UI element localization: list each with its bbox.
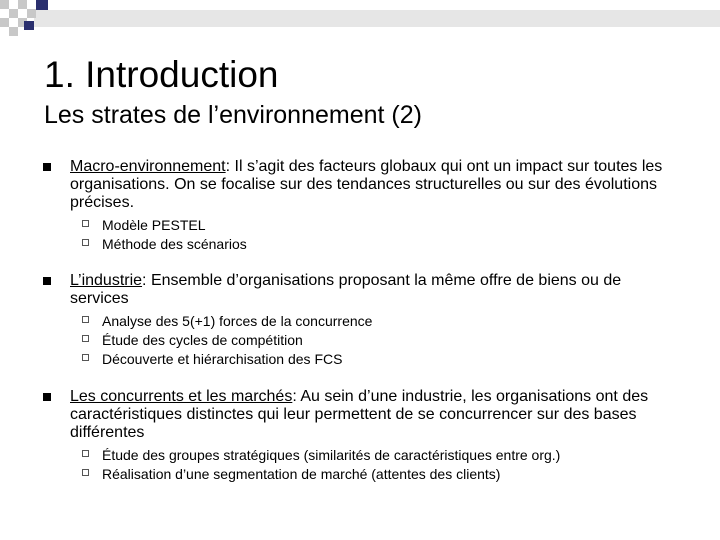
corner-decoration bbox=[0, 0, 720, 40]
bullet-text: : Ensemble d’organisations proposant la même offre de biens ou de services bbox=[70, 272, 622, 307]
sub-item bbox=[102, 331, 720, 350]
slide-title: 1. Introduction bbox=[44, 54, 279, 95]
bullet-term: Macro-environnement bbox=[70, 158, 226, 175]
sub-list bbox=[0, 312, 720, 369]
slide-subtitle: Les strates de l’environnement (2) bbox=[44, 101, 422, 129]
sub-item bbox=[102, 216, 720, 235]
hollow-square-bullet-icon bbox=[82, 335, 89, 342]
hollow-square-bullet-icon bbox=[82, 220, 89, 227]
hollow-square-bullet-icon bbox=[82, 239, 89, 246]
hollow-square-bullet-icon bbox=[82, 316, 89, 323]
sub-item bbox=[102, 350, 720, 369]
bullet-item bbox=[70, 158, 670, 212]
section-macro-environnement bbox=[0, 158, 720, 254]
sub-item-text: Réalisation d’une segmentation de marché (attentes des clients) bbox=[102, 466, 501, 482]
sub-item bbox=[102, 235, 720, 254]
hollow-square-bullet-icon bbox=[82, 450, 89, 457]
sub-list bbox=[0, 216, 720, 254]
sub-item bbox=[102, 446, 720, 465]
square-bullet-icon bbox=[43, 393, 51, 401]
bullet-term: L’industrie bbox=[70, 272, 143, 289]
bullet-term: Les concurrents et les marchés bbox=[70, 388, 293, 405]
sub-item-text: Étude des groupes stratégiques (similarités de caractéristiques entre org.) bbox=[102, 447, 561, 463]
hollow-square-bullet-icon bbox=[82, 354, 89, 361]
square-bullet-icon bbox=[43, 163, 51, 171]
hollow-square-bullet-icon bbox=[82, 469, 89, 476]
sub-item bbox=[102, 312, 720, 331]
sub-item-text: Modèle PESTEL bbox=[102, 217, 206, 233]
bullet-item bbox=[70, 272, 670, 308]
bullet-item bbox=[70, 388, 670, 442]
section-concurrents-marches bbox=[0, 388, 720, 484]
sub-item-text: Méthode des scénarios bbox=[102, 236, 247, 252]
sub-item-text: Découverte et hiérarchisation des FCS bbox=[102, 351, 343, 367]
bullet-text: : Au sein d’une industrie, les organisations ont des caractéristiques distinctes qui leur permettent de se concurrencer sur des bases différentes bbox=[70, 388, 649, 441]
sub-list bbox=[0, 446, 720, 484]
sub-item-text: Étude des cycles de compétition bbox=[102, 332, 303, 348]
sub-item bbox=[102, 465, 720, 484]
section-industrie bbox=[0, 272, 720, 369]
sub-item-text: Analyse des 5(+1) forces de la concurrence bbox=[102, 313, 373, 329]
square-bullet-icon bbox=[43, 277, 51, 285]
bullet-text: : Il s’agit des facteurs globaux qui ont un impact sur toutes les organisations. On se focalise sur des tendances structurelles ou sur des évolutions précises. bbox=[70, 158, 663, 211]
